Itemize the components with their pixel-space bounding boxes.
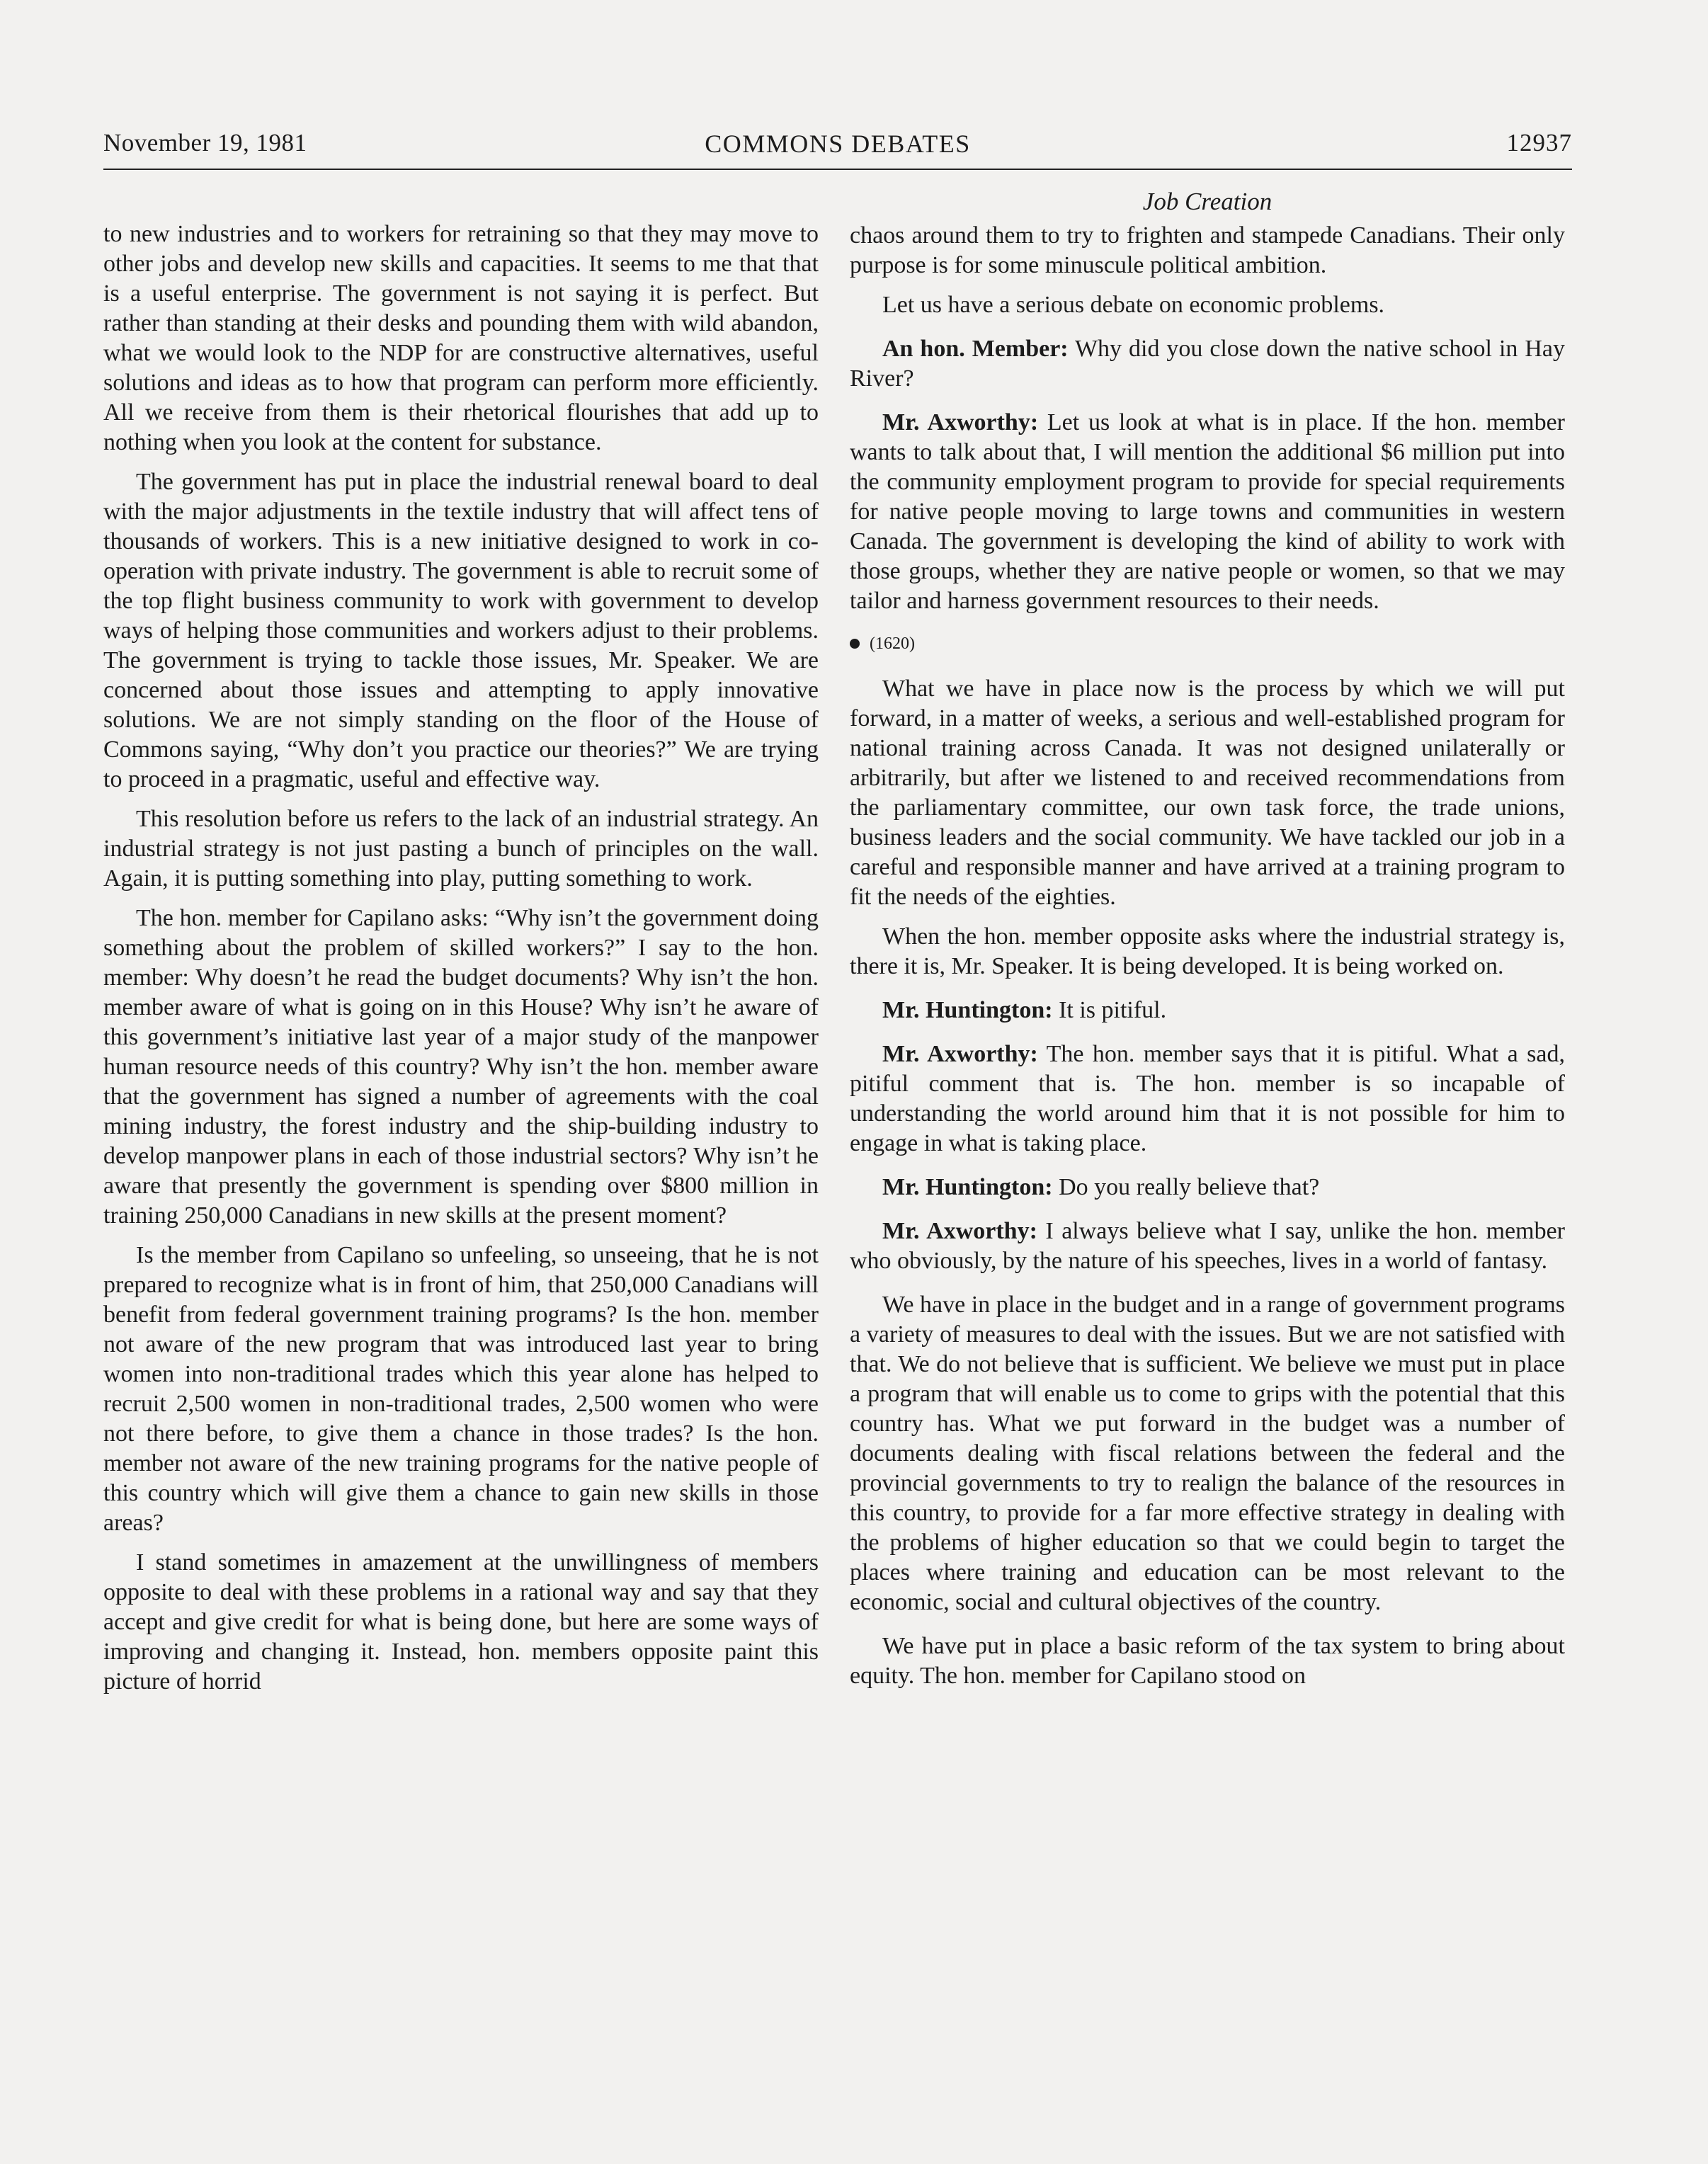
paragraph: chaos around them to try to frighten and stampede Canadians. Their only purpose is for some minuscule political ambition. [850,222,1565,278]
header-page-number: 12937 [1506,129,1572,156]
speech-axworthy [850,1040,1565,1158]
paragraph: We have put in place a basic reform of the tax system to bring about equity. The hon. member for Capilano stood on [850,1633,1565,1689]
speech-text: Why did you close down the native school in Hay River? [850,336,1566,392]
page-header [103,126,1572,170]
speech-huntington [850,996,1565,1025]
header-date: November 19, 1981 [103,129,307,156]
right-column [850,221,1565,1701]
left-column [103,220,819,1707]
header-title: COMMONS DEBATES [705,130,971,158]
speech-hon-member [850,334,1565,394]
speech-text: The hon. member says that it is pitiful. What a sad, pitiful comment that is. The hon. member is so incapable of understanding the world around him that it is not possible for him to engage in what is taking place. [850,1041,1565,1156]
paragraph: What we have in place now is the process by which we will put forward, in a matter of weeks, a serious and well-established program for national training across Canada. It was not designed unilaterally or arbitrarily, but after we listened to and received recommendations from the parliamentary committee, our own task force, the trade unions, business leaders and the social community. We have tackled our job in a careful and responsible manner and have arrived at a training program to fit the needs of the eighties. [850,676,1565,910]
subject-heading: Job Creation [1142,188,1273,215]
speech-text: I always believe what I say, unlike the hon. member who obviously, by the nature of his speeches, lives in a world of fantasy. [850,1218,1565,1274]
paragraph: I stand sometimes in amazement at the unwillingness of members opposite to deal with these problems in a rational way and say that they accept and give credit for what is being done, but here are some ways of improving and changing it. Instead, hon. members opposite paint this picture of horrid [103,1549,819,1695]
speech-text: It is pitiful. [1052,997,1167,1023]
bullet-icon [850,639,860,649]
paragraph: When the hon. member opposite asks where the industrial strategy is, there it is, Mr. Speaker. It is being developed. It is being worked on. [850,923,1565,979]
speech-huntington [850,1173,1565,1202]
paragraph: We have in place in the budget and in a range of government programs a variety of measures to deal with the issues. But we are not satisfied with that. We do not believe that is sufficient. We believe we must put in place a program that will enable us to come to grips with the potential that this country has. What we put forward in the budget was a number of documents dealing with fiscal relations between the federal and the provincial governments to try to realign the balance of the resources in this country, to provide for a far more effective strategy in dealing with the problems of higher education so that we could begin to target the places where training and education can be most relevant to the economic, social and cultural objectives of the country. [850,1292,1565,1615]
paragraph: The hon. member for Capilano asks: “Why isn’t the government doing something about the problem of skilled workers?” I say to the hon. member: Why doesn’t he read the budget documents? Why isn’t the hon. member aware of what is going on in this House? Why isn’t he aware of this government’s initiative last year of a major study of the manpower human resource needs of this country? Why isn’t the hon. member aware that the government has signed a number of agreements with the coal mining industry, the forest industry and the ship-building industry to develop manpower plans in each of those industrial sectors? Why isn’t he aware that presently the government is spending over $800 million in training 250,000 Canadians in new skills at the present moment? [103,905,819,1229]
speaker-name: Mr. Huntington: [882,997,1053,1023]
speech-axworthy [850,1217,1565,1276]
timestamp-marker [850,633,1565,654]
timestamp-text: (1620) [870,634,915,653]
paragraph: Let us have a serious debate on economic problems. [882,292,1385,318]
paragraph: The government has put in place the industrial renewal board to deal with the major adjustments in the textile industry that will affect tens of thousands of workers. This is a new initiative designed to work in co-operation with private industry. The government is able to recruit some of the top flight business community to work with government to develop ways of helping those communities and workers adjust to their problems. The government is trying to tackle those issues, Mr. Speaker. We are concerned about those issues and attempting to apply innovative solutions. We are not simply standing on the floor of the House of Commons saying, “Why don’t you practice our theories?” We are trying to proceed in a pragmatic, useful and effective way. [103,469,819,792]
speech-text: Do you really believe that? [1052,1174,1320,1200]
paragraph: This resolution before us refers to the lack of an industrial strategy. An industrial strategy is not just pasting a bunch of principles on the wall. Again, it is putting something into play, putting something to work. [103,806,819,892]
speech-axworthy [850,408,1565,616]
speaker-name: An hon. Member: [882,336,1069,362]
speaker-name: Mr. Axworthy: [882,409,1039,435]
speech-text: Let us look at what is in place. If the hon. member wants to talk about that, I will mention the additional $6 million put into the community employment program to provide for special requirements for native people moving to large towns and communities in western Canada. The government is developing the kind of ability to work with those groups, whether they are native people or women, so that we may tailor and harness government resources to their needs. [850,409,1565,614]
paragraph: Is the member from Capilano so unfeeling, so unseeing, that he is not prepared to recognize what is in front of him, that 250,000 Canadians will benefit from federal government training programs? Is the hon. member not aware of the new program that was introduced last year to bring women into non-traditional trades which this year alone has helped to recruit 2,500 women in non-traditional trades, 2,500 women who were not there before, to give them a chance in those trades? Is the hon. member not aware of the new training programs for the native people of this country which will give them a chance to gain new skills in those areas? [103,1242,819,1536]
speaker-name: Mr. Axworthy: [882,1218,1037,1244]
paragraph: to new industries and to workers for retraining so that they may move to other jobs and develop new skills and capacities. It seems to me that that is a useful enterprise. The government is not saying it is perfect. But rather than standing at their desks and pounding them with wild abandon, what we would look to the NDP for are constructive alternatives, useful solutions and ideas as to how that program can perform more efficiently. All we receive from them is their rhetorical flourishes that add up to nothing when you look at the content for substance. [103,221,819,455]
speaker-name: Mr. Axworthy: [882,1041,1038,1067]
speaker-name: Mr. Huntington: [882,1174,1053,1200]
